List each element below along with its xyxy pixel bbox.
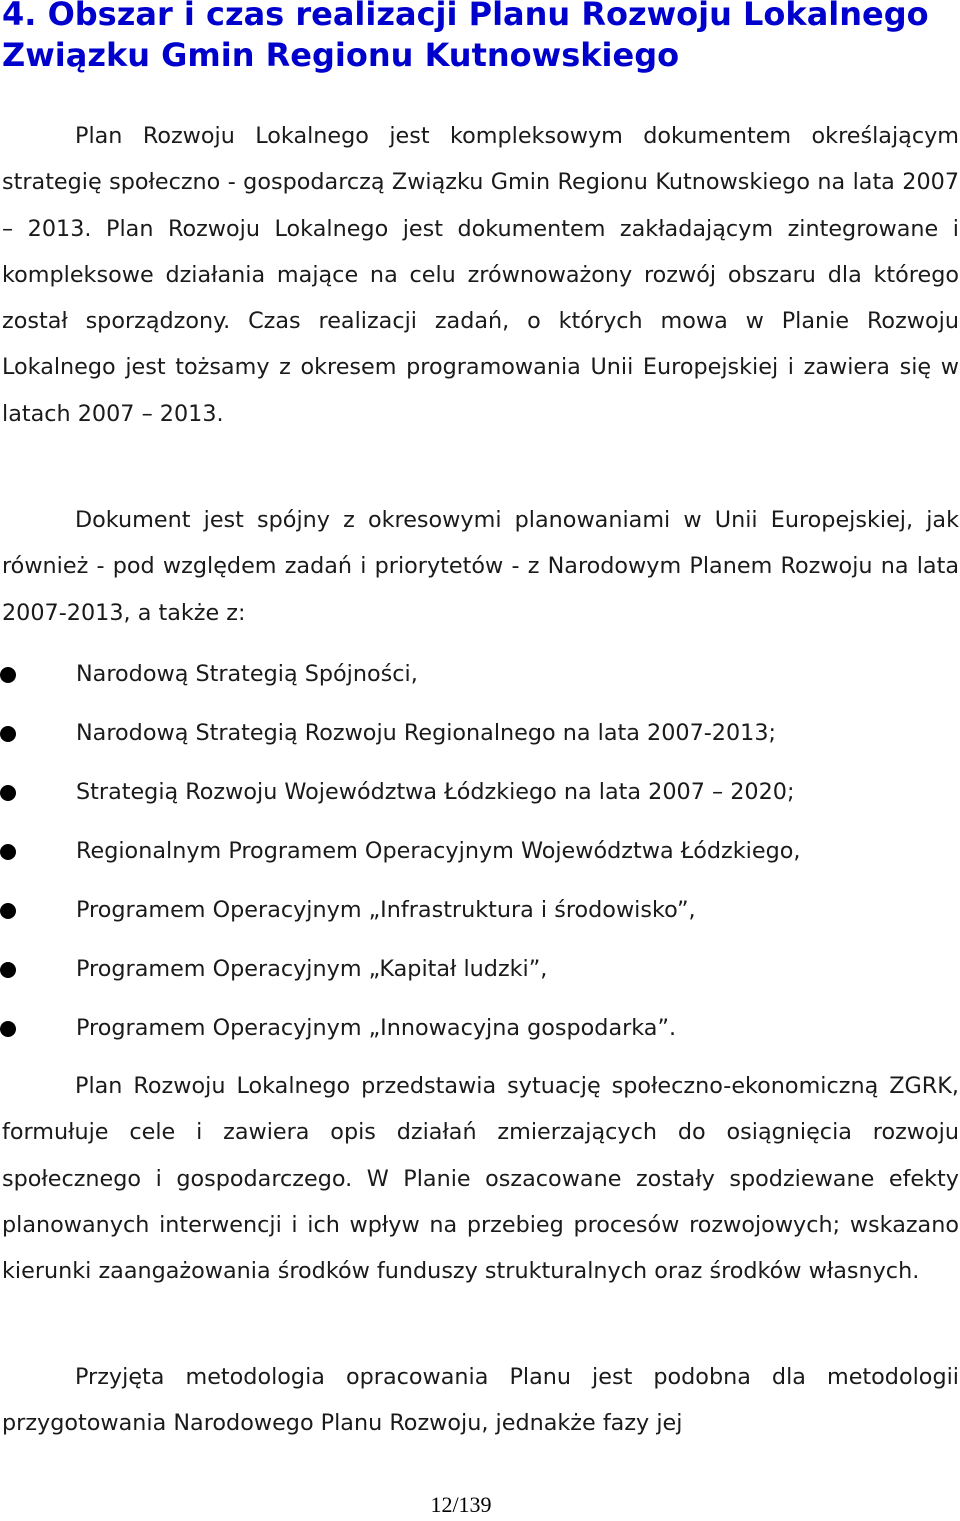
list-item <box>0 645 960 704</box>
list-item-text: Programem Operacyjnym „Kapitał ludzki”, <box>76 956 548 982</box>
list-item-text: Programem Operacyjnym „Infrastruktura i środowisko”, <box>76 897 696 923</box>
strategy-list <box>0 645 960 1058</box>
intro-paragraph-text: Plan Rozwoju Lokalnego jest kompleksowym dokumentem określającym strategię społeczno - gospodarczą Związku Gmin Regionu Kutnowskiego na lata 2007 – 2013. Plan Rozwoju Lokalnego jest dokumentem zakładającym zintegrowane i kompleksowe działania mające na celu zrównoważony rozwój obszaru dla którego został sporządzony. Czas realizacji zadań, o których mowa w Planie Rozwoju Lokalnego jest tożsamy z okresem programowania Unii Europejskiej i zawiera się w latach 2007 – 2013. <box>2 123 959 427</box>
consistency-paragraph <box>2 497 959 636</box>
list-item-text: Programem Operacyjnym „Innowacyjna gospodarka”. <box>76 1015 677 1041</box>
bullet-icon <box>0 1021 16 1037</box>
list-item <box>0 940 960 999</box>
list-item-text: Regionalnym Programem Operacyjnym Województwa Łódzkiego, <box>76 838 801 864</box>
intro-paragraph <box>2 113 959 437</box>
methodology-paragraph-text: Przyjęta metodologia opracowania Planu jest podobna dla metodologii przygotowania Narodowego Planu Rozwoju, jednakże fazy jej <box>2 1364 959 1437</box>
list-item <box>0 822 960 881</box>
bullet-icon <box>0 903 16 919</box>
bullet-icon <box>0 962 16 978</box>
list-item <box>0 704 960 763</box>
bullet-icon <box>0 785 16 801</box>
bullet-icon <box>0 667 16 683</box>
bullet-icon <box>0 726 16 742</box>
summary-paragraph <box>2 1063 959 1294</box>
page-number: 12/139 <box>430 1492 492 1517</box>
bullet-icon <box>0 844 16 860</box>
list-item <box>0 881 960 940</box>
list-item-text: Narodową Strategią Rozwoju Regionalnego na lata 2007-2013; <box>76 720 777 746</box>
list-item-text: Narodową Strategią Spójności, <box>76 661 418 687</box>
list-item-text: Strategią Rozwoju Województwa Łódzkiego na lata 2007 – 2020; <box>76 779 795 805</box>
summary-paragraph-text: Plan Rozwoju Lokalnego przedstawia sytuację społeczno-ekonomiczną ZGRK, formułuje cele i zawiera opis działań zmierzających do osiągnięcia rozwoju społecznego i gospodarczego. W Planie oszacowane zostały spodziewane efekty planowanych interwencji i ich wpływ na przebieg procesów rozwojowych; wskazano kierunki zaangażowania środków funduszy strukturalnych oraz środków własnych. <box>2 1073 959 1285</box>
list-item <box>0 763 960 822</box>
consistency-paragraph-text: Dokument jest spójny z okresowymi planowaniami w Unii Europejskiej, jak również - pod względem zadań i priorytetów - z Narodowym Planem Rozwoju na lata 2007-2013, a także z: <box>2 507 959 626</box>
list-item <box>0 999 960 1058</box>
methodology-paragraph <box>2 1354 959 1447</box>
section-heading: 4. Obszar i czas realizacji Planu Rozwoju Lokalnego Związku Gmin Regionu Kutnowskiego <box>2 0 929 74</box>
